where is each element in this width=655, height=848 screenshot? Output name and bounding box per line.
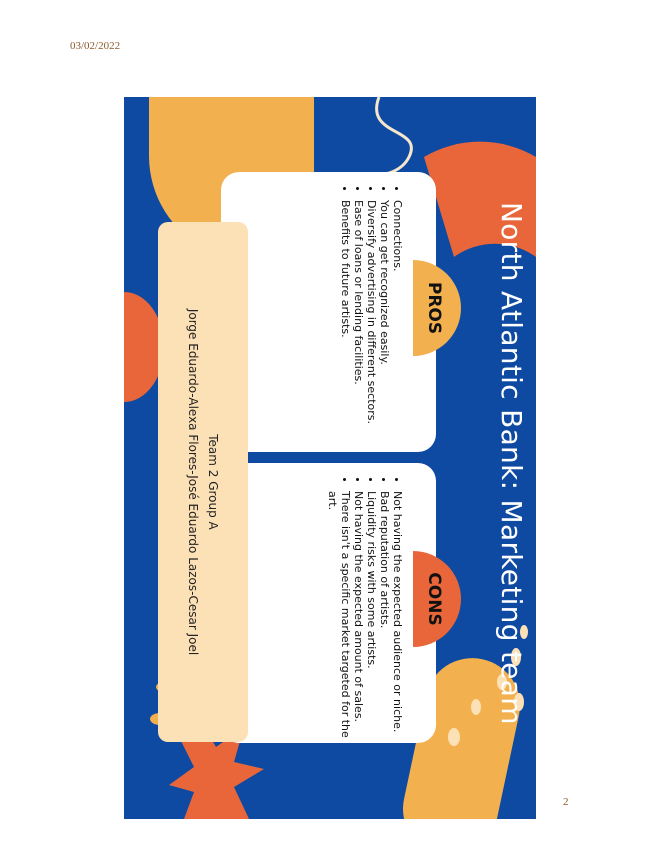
page-number: 2 [563,796,569,808]
cons-tab: CONS [413,551,461,647]
list-item: • You can get recognized easily. [378,200,391,455]
team-group: Team 2 Group A [206,434,220,530]
team-members: Jorge Eduardo-Alexa Flores-José Eduardo Lazos-Cesar Joel [186,308,200,656]
list-item: • Liquidity risks with some artists. [365,491,378,746]
list-item: • Not having the expected amount of sales. [352,491,365,746]
pros-list [339,186,404,455]
list-item: • Diversify advertising in different sectors. [365,200,378,455]
list-item: • Connections. [391,200,404,455]
list-item: • Benefits to future artists. [339,200,352,455]
rotated-slide-content [124,97,536,819]
page-date: 03/02/2022 [70,40,121,52]
list-item: • Not having the expected audience or niche. [391,491,404,746]
slide [124,97,536,819]
slide-title: North Atlantic Bank: Marketing team [495,202,528,725]
cons-list [326,477,404,746]
list-item: • Bad reputation of artists. [378,491,391,746]
pros-tab: PROS [413,260,461,356]
team-box [158,222,248,742]
cons-card [221,463,444,743]
list-item: • There isn't a specific market targeted for the art. [326,491,352,746]
list-item: • Ease of loans or lending facilities. [352,200,365,455]
pros-card [221,172,444,452]
